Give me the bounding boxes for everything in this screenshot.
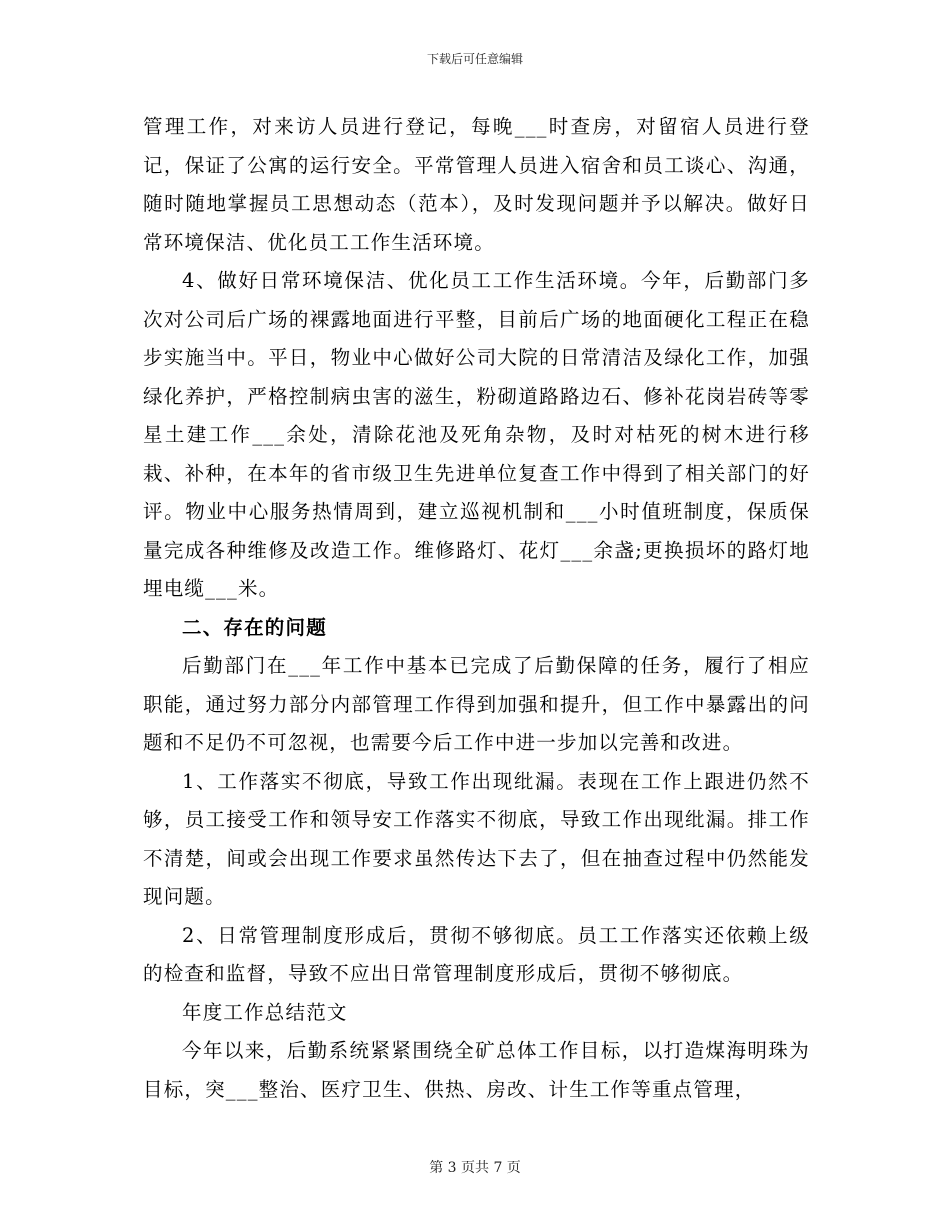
page-number-footer: 第 3 页共 7 页 — [429, 1160, 521, 1176]
section-heading-problems: 二、存在的问题 — [182, 615, 327, 639]
paragraph-sample-intro: 今年以来，后勤系统紧紧围绕全矿总体工作目标，以打造煤海明珠为目标，突___整治、医疗卫生、供热、房改、计生工作等重点管理， — [143, 1039, 810, 1101]
paragraph-environment-cleaning: 4、做好日常环境保洁、优化员工工作生活环境。今年，后勤部门多次对公司后广场的裸露地面进行平整，目前后广场的地面硬化工程正在稳步实施当中。平日，物业中心做好公司大院的日常清洁及绿化工作，加强绿化养护，严格控制病虫害的滋生，粉砌道路路边石、修补花岗岩砖等零星土建工作___余处，清除花池及死角杂物，及时对枯死的树木进行移栽、补种，在本年的省市级卫生先进单位复查工作中得到了相关部门的好评。物业中心服务热情周到，建立巡视机制和___小时值班制度，保质保量完成各种维修及改造工作。维修路灯、花灯___余盏;更换损坏的路灯地埋电缆___米。 — [143, 269, 810, 600]
paragraph-problem-2: 2、日常管理制度形成后，贯彻不够彻底。员工工作落实还依赖上级的检查和监督，导致不应出日常管理制度形成后，贯彻不够彻底。 — [143, 923, 810, 985]
paragraph-problem-1: 1、工作落实不彻底，导致工作出现纰漏。表现在工作上跟进仍然不够，员工接受工作和领导安工作落实不彻底，导致工作出现纰漏。排工作不清楚，间或会出现工作要求虽然传达下去了，但在抽查过程中仍然能发现问题。 — [143, 769, 810, 908]
paragraph-problems-intro: 后勤部门在___年工作中基本已完成了后勤保障的任务，履行了相应职能，通过努力部分内部管理工作得到加强和提升，但工作中暴露出的问题和不足仍不可忽视，也需要今后工作中进一步加以完善和改进。 — [143, 654, 810, 754]
page-header: 下载后可任意编辑 — [426, 52, 523, 66]
paragraph-sample-title: 年度工作总结范文 — [182, 1000, 348, 1024]
paragraph-dorm-management: 管理工作，对来访人员进行登记，每晚___时查房，对留宿人员进行登记，保证了公寓的运行安全。平常管理人员进入宿舍和员工谈心、沟通，随时随地掌握员工思想动态（范本），及时发现问题并予以解决。做好日常环境保洁、优化员工工作生活环境。 — [143, 115, 810, 254]
document-body — [143, 108, 810, 1109]
